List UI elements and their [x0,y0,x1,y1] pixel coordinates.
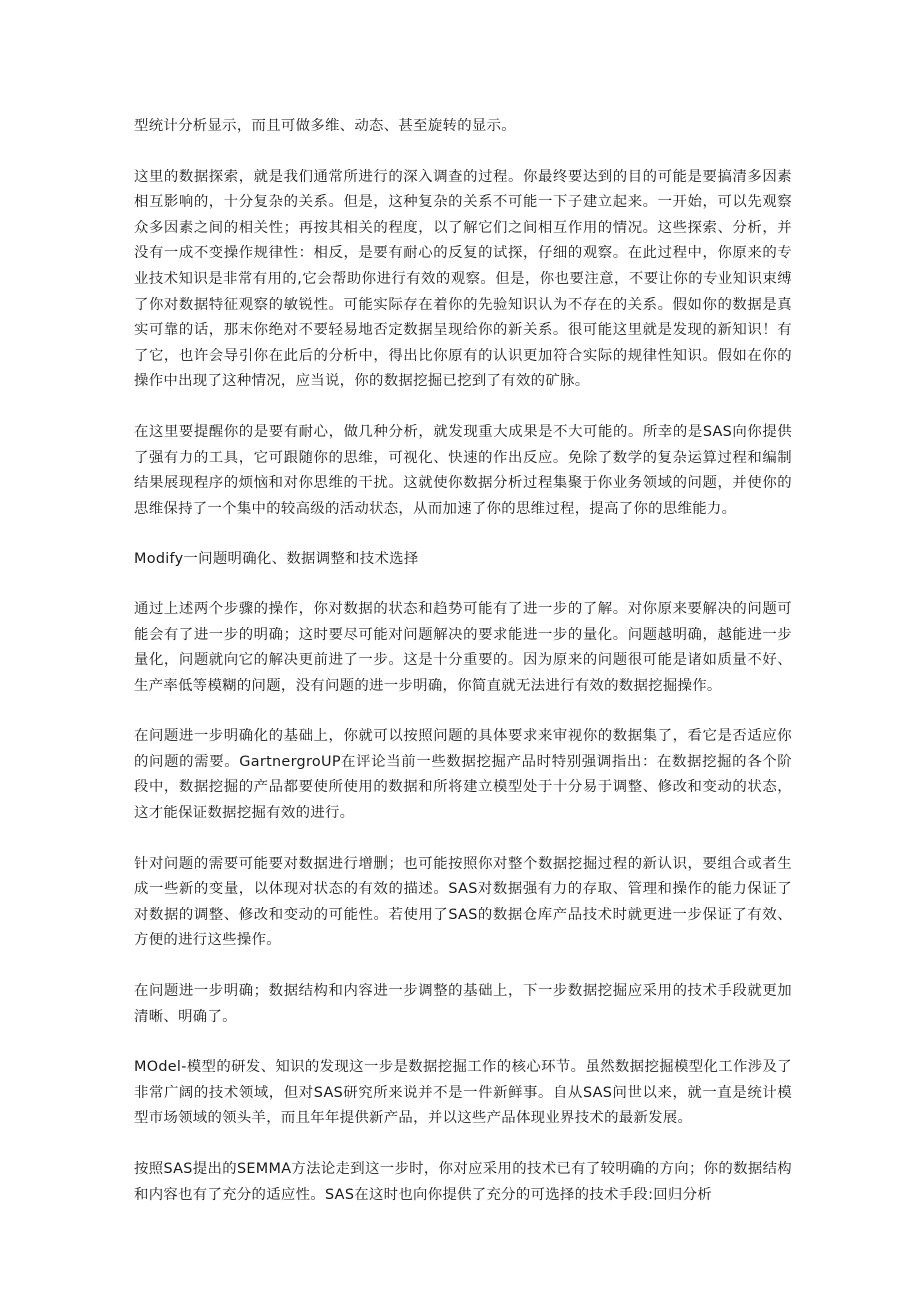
paragraph-model-section: MOdel-模型的研发、知识的发现这一步是数据挖掘工作的核心环节。虽然数据挖掘模型化工作涉及了非常广阔的技术领域，但对SAS研究所来说并不是一件新鲜事。自从SAS问世以来，就一直是统计模型市场领域的领头羊，而且年年提供新产品，并以这些产品体现业界技术的最新发展。 [134,1059,792,1127]
paragraph-patience-reminder: 在这里要提醒你的是要有耐心，做几种分析，就发现重大成果是不大可能的。所幸的是SAS向你提供了强有力的工具，它可跟随你的思维，可视化、快速的作出反应。免除了数学的复杂运算过程和编制结果展现程序的烦恼和对你思维的干扰。这就使你数据分析过程集聚于你业务领域的问题，并使你的思维保持了一个集中的较高级的活动状态，从而加速了你的思维过程，提高了你的思维能力。 [134,423,792,517]
paragraph-problem-clarification: 通过上述两个步骤的操作，你对数据的状态和趋势可能有了进一步的了解。对你原来要解决的问题可能会有了进一步的明确；这时要尽可能对问题解决的要求能进一步的量化。问题越明确，越能进一步量化，问题就向它的解决更前进了一步。这是十分重要的。因为原来的问题很可能是诸如质量不好、生产率低等模糊的问题，没有问题的进一步明确，你简直就无法进行有效的数据挖掘操作。 [134,600,792,694]
document-body [134,114,792,1233]
paragraph-data-exploration: 这里的数据探索，就是我们通常所进行的深入调查的过程。你最终要达到的目的可能是要搞清多因素相互影响的，十分复杂的关系。但是，这种复杂的关系不可能一下子建立起来。一开始，可以先观察众多因素之间的相关性；再按其相关的程度，以了解它们之间相互作用的情况。这些探索、分析，并没有一成不变操作规律性：相反，是要有耐心的反复的试探，仔细的观察。在此过程中，你原来的专业技术知识是非常有用的,它会帮助你进行有效的观察。但是，你也要注意，不要让你的专业知识束缚了你对数据特征观察的敏锐性。可能实际存在着你的先验知识认为不存在的关系。假如你的数据是真实可靠的话，那末你绝对不要轻易地否定数据呈现给你的新关系。很可能这里就是发现的新知识！有了它，也许会导引你在此后的分析中，得出比你原有的认识更加符合实际的规律性知识。假如在你的操作中出现了这种情况，应当说，你的数据挖掘已挖到了有效的矿脉。 [134,168,792,390]
section-heading-modify: Modify一问题明确化、数据调整和技术选择 [134,551,419,568]
paragraph-data-adjustment: 针对问题的需要可能要对数据进行增删；也可能按照你对整个数据挖掘过程的新认识，要组合或者生成一些新的变量，以体现对状态的有效的描述。SAS对数据强有力的存取、管理和操作的能力保证了对数据的调整、修改和变动的可能性。若使用了SAS的数据仓库产品技术时就更进一步保证了有效、方便的进行这些操作。 [134,855,792,949]
paragraph-continued-display: 型统计分析显示，而且可做多维、动态、甚至旋转的显示。 [134,118,516,134]
paragraph-semma-method: 按照SAS提出的SEMMA方法论走到这一步时，你对应采用的技术已有了较明确的方向；你的数据结构和内容也有了充分的适应性。SAS在这时也向你提供了充分的可选择的技术手段:回归分析 [134,1161,792,1203]
paragraph-technique-clarity: 在问题进一步明确；数据结构和内容进一步调整的基础上，下一步数据挖掘应采用的技术手段就更加清晰、明确了。 [134,983,792,1025]
paragraph-dataset-review: 在问题进一步明确化的基础上，你就可以按照问题的具体要求来审视你的数据集了，看它是否适应你的问题的需要。GartnergroUP在评论当前一些数据挖掘产品时特别强调指出：在数据挖掘的各个阶段中，数据挖掘的产品都要使所使用的数据和所将建立模型处于十分易于调整、修改和变动的状态，这才能保证数据挖掘有效的进行。 [134,728,792,822]
